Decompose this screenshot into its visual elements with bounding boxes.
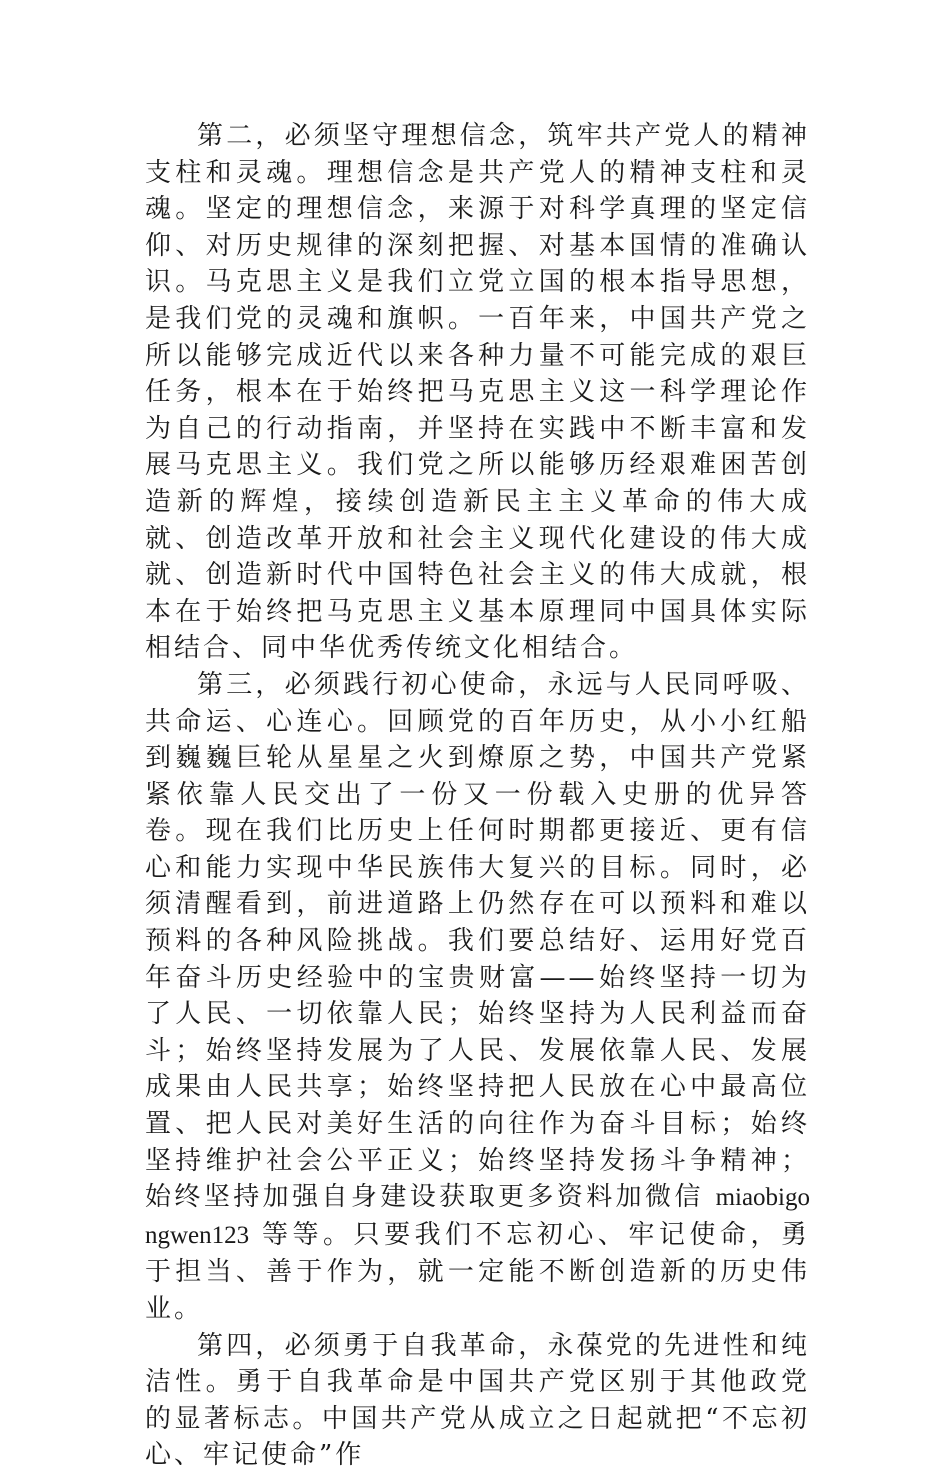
paragraph-third-text-before: 第三，必须践行初心使命，永远与人民同呼吸、共命运、心连心。回顾党的百年历史，从小小红船到巍巍巨轮从星星之火到燎原之势，中国共产党紧紧依靠人民交出了一份又一份载入史册的优异答卷。现在我们比历史上任何时期都更接近、更有信心和能力实现中华民族伟大复兴的目标。同时，必须清醒看到，前进道路上仍然存在可以预料和难以预料的各种风险挑战。我们要总结好、运用好党百年奋斗历史经验中的宝贵财富——始终坚持一切为了人民、一切依靠人民；始终坚持为人民利益而奋斗；始终坚持发展为了人民、发展依靠人民、发展成果由人民共享；始终坚持把人民放在心中最高位置、把人民对美好生活的向往作为奋斗目标；始终坚持维护社会公平正义；始终坚持发扬斗争精神；始终坚持加强自身建设获取更多资料加微信: [145, 669, 810, 1213]
paragraph-third: [145, 667, 810, 1328]
paragraph-third-text-after: 等等。只要我们不忘初心、牢记使命，勇于担当、善于作为，就一定能不断创造新的历史伟业。: [145, 1219, 810, 1324]
paragraph-fourth-text: 第四，必须勇于自我革命，永葆党的先进性和纯洁性。勇于自我革命是中国共产党区别于其他政党的显著标志。中国共产党从成立之日起就把“不忘初心、牢记使命”作: [145, 1330, 810, 1471]
paragraph-second-text: 第二，必须坚守理想信念，筑牢共产党人的精神支柱和灵魂。理想信念是共产党人的精神支柱和灵魂。坚定的理想信念，来源于对科学真理的坚定信仰、对历史规律的深刻把握、对基本国情的准确认识。马克思主义是我们立党立国的根本指导思想，是我们党的灵魂和旗帜。一百年来，中国共产党之所以能够完成近代以来各种力量不可能完成的艰巨任务，根本在于始终把马克思主义这一科学理论作为自己的行动指南，并坚持在实践中不断丰富和发展马克思主义。我们党之所以能够历经艰难困苦创造新的辉煌，接续创造新民主主义革命的伟大成就、创造改革开放和社会主义现代化建设的伟大成就、创造新时代中国特色社会主义的伟大成就，根本在于始终把马克思主义基本原理同中国具体实际相结合、同中华优秀传统文化相结合。: [145, 121, 810, 664]
paragraph-second: [145, 118, 810, 667]
wechat-id: miaobigongwen123: [145, 1184, 810, 1249]
document-page: [145, 118, 810, 1474]
paragraph-fourth: [145, 1328, 810, 1474]
